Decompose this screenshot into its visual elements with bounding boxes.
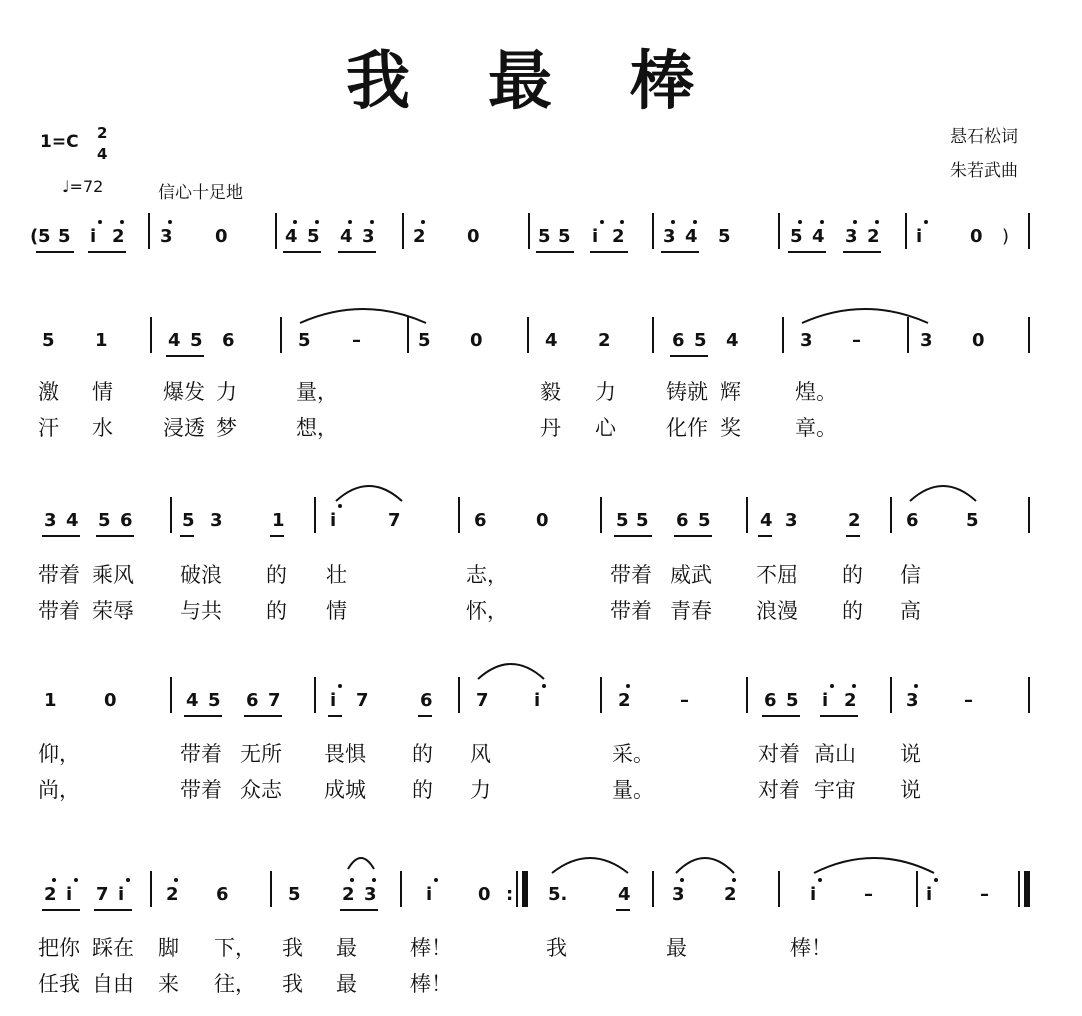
lyrics-line-3-verse2: 带着 荣辱 与共 的 情 怀， 带着 青春 浪漫 的 高: [38, 599, 921, 623]
note: i: [330, 690, 337, 711]
note: 6: [246, 690, 259, 711]
note: 0: [467, 226, 480, 247]
note: 2: [112, 226, 125, 247]
note: 0: [970, 226, 983, 247]
note: (: [30, 226, 39, 247]
note: 5: [42, 330, 55, 351]
tie-arc: [550, 851, 630, 875]
note: 5: [966, 510, 979, 531]
notation-line-1: [30, 225, 1040, 255]
note: 6: [216, 884, 229, 905]
note: 2: [413, 226, 426, 247]
note: 4: [340, 226, 353, 247]
note: i: [534, 690, 541, 711]
note: –: [964, 690, 973, 711]
note: 5: [38, 226, 51, 247]
time-signature-numerator: 2: [97, 124, 108, 142]
note: 2: [618, 690, 631, 711]
note: 5: [190, 330, 203, 351]
note: –: [352, 330, 361, 351]
note: 1: [95, 330, 108, 351]
note: i: [592, 226, 599, 247]
note: i: [118, 884, 125, 905]
note: 5: [298, 330, 311, 351]
note: 5: [288, 884, 301, 905]
lyrics-line-2-verse1: 激 情 爆发 力 量， 毅 力 铸就 辉 煌。: [38, 380, 837, 404]
note: 5: [307, 226, 320, 247]
note: 3: [845, 226, 858, 247]
note: 2: [848, 510, 861, 531]
note: 3: [210, 510, 223, 531]
note: 3: [800, 330, 813, 351]
note: 5: [636, 510, 649, 531]
note: 5: [58, 226, 71, 247]
notation-line-2: [30, 329, 1040, 359]
note: 2: [867, 226, 880, 247]
note: 7: [268, 690, 281, 711]
note: 5: [182, 510, 195, 531]
note: 4: [66, 510, 79, 531]
tie-arc: [476, 657, 546, 681]
lyrics-line-2-verse2: 汗 水 浸透 梦 想， 丹 心 化作 奖 章。: [38, 416, 837, 440]
page-title: 我最棒: [346, 44, 772, 119]
note: 2: [598, 330, 611, 351]
note: 2: [342, 884, 355, 905]
note: 6: [764, 690, 777, 711]
fermata-arc: [346, 853, 376, 871]
note: 5: [418, 330, 431, 351]
note: ): [1002, 226, 1010, 247]
note: 4: [168, 330, 181, 351]
tempo-marking: ♩=72: [62, 177, 104, 196]
note: –: [852, 330, 861, 351]
note: 3: [44, 510, 57, 531]
note: 2: [612, 226, 625, 247]
notation-line-5: [30, 883, 1040, 913]
lyrics-line-4-verse1: 仰， 带着 无所 畏惧 的 风 采。 对着 高山 说: [38, 742, 921, 766]
expression-marking: 信心十足地: [158, 183, 243, 203]
note: 7: [96, 884, 109, 905]
note: 3: [364, 884, 377, 905]
note: 3: [663, 226, 676, 247]
note: 6: [474, 510, 487, 531]
note: 5: [718, 226, 731, 247]
note: 6: [120, 510, 133, 531]
notation-line-3: [30, 509, 1040, 539]
note: 5: [98, 510, 111, 531]
tie-arc: [674, 851, 736, 875]
note: i: [66, 884, 73, 905]
note: i: [926, 884, 933, 905]
note: 3: [672, 884, 685, 905]
notation-line-4: [30, 689, 1040, 719]
note: 7: [388, 510, 401, 531]
lyricist-credit: 悬石松词: [950, 127, 1018, 147]
note: 1: [272, 510, 285, 531]
note: 6: [676, 510, 689, 531]
key-signature: 1=C: [40, 132, 79, 152]
note: 0: [104, 690, 117, 711]
note: 4: [726, 330, 739, 351]
note: 5.: [548, 884, 568, 905]
note: 6: [222, 330, 235, 351]
note: 4: [186, 690, 199, 711]
note: 0: [478, 884, 491, 905]
note: 5: [538, 226, 551, 247]
note: 3: [785, 510, 798, 531]
tie-arc: [800, 301, 930, 325]
note: i: [822, 690, 829, 711]
note: –: [980, 884, 989, 905]
note: 7: [356, 690, 369, 711]
note: 0: [972, 330, 985, 351]
note: –: [680, 690, 689, 711]
tie-arc: [334, 479, 404, 503]
note: :: [506, 884, 514, 905]
note: i: [330, 510, 337, 531]
note: 5: [694, 330, 707, 351]
tie-arc: [908, 479, 978, 503]
note: 6: [420, 690, 433, 711]
note: 5: [558, 226, 571, 247]
lyrics-line-5-verse1: 把你 踩在 脚 下， 我 最 棒！ 我 最 棒！: [38, 936, 832, 960]
note: i: [810, 884, 817, 905]
note: 4: [760, 510, 773, 531]
note: 5: [616, 510, 629, 531]
note: 2: [724, 884, 737, 905]
time-signature-denominator: 4: [97, 145, 108, 163]
note: 1: [44, 690, 57, 711]
note: 4: [618, 884, 631, 905]
note: 4: [685, 226, 698, 247]
note: i: [426, 884, 433, 905]
note: 0: [215, 226, 228, 247]
note: 0: [470, 330, 483, 351]
note: 5: [698, 510, 711, 531]
note: 2: [166, 884, 179, 905]
tie-arc: [812, 851, 936, 875]
note: 3: [362, 226, 375, 247]
lyrics-line-4-verse2: 尚， 带着 众志 成城 的 力 量。 对着 宇宙 说: [38, 778, 921, 802]
note: i: [916, 226, 923, 247]
note: 2: [844, 690, 857, 711]
note: 5: [208, 690, 221, 711]
lyrics-line-5-verse2: 任我 自由 来 往， 我 最 棒！: [38, 972, 452, 996]
note: 2: [44, 884, 57, 905]
lyrics-line-3-verse1: 带着 乘风 破浪 的 壮 志， 带着 威武 不屈 的 信: [38, 563, 921, 587]
note: 6: [672, 330, 685, 351]
note: 4: [812, 226, 825, 247]
note: 5: [786, 690, 799, 711]
note: 0: [536, 510, 549, 531]
note: 4: [285, 226, 298, 247]
note: i: [90, 226, 97, 247]
composer-credit: 朱若武曲: [950, 161, 1018, 181]
note: 3: [160, 226, 173, 247]
note: 7: [476, 690, 489, 711]
note: 5: [790, 226, 803, 247]
tie-arc: [298, 301, 428, 325]
note: 4: [545, 330, 558, 351]
note: –: [864, 884, 873, 905]
note: 3: [906, 690, 919, 711]
note: 3: [920, 330, 933, 351]
note: 6: [906, 510, 919, 531]
